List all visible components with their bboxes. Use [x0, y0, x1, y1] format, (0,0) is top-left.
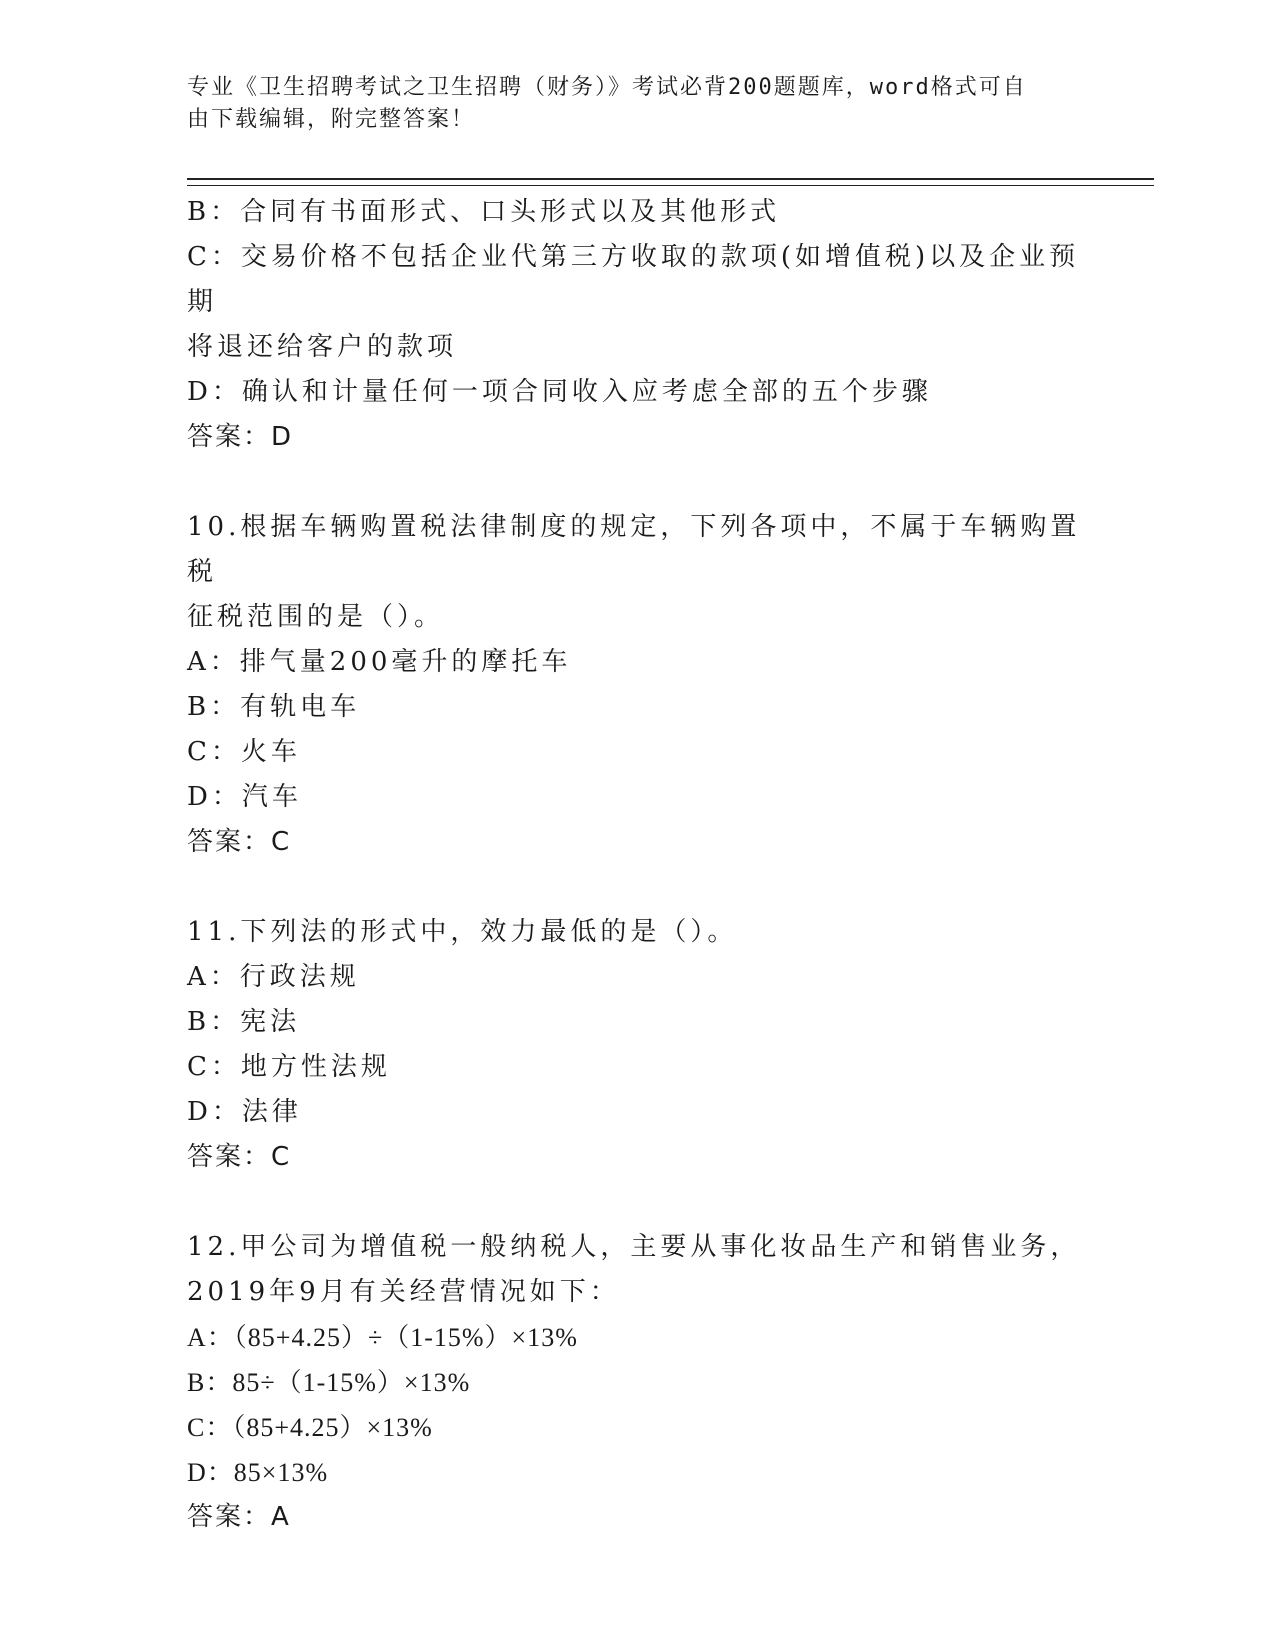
option-c: C：（85+4.25）×13% — [187, 1413, 433, 1442]
option-a: A：行政法规 — [187, 962, 360, 992]
question-10 — [187, 505, 1087, 865]
option-d: D：法律 — [187, 1097, 302, 1127]
option-b: B：合同有书面形式、口头形式以及其他形式 — [187, 197, 781, 227]
option-b: B：宪法 — [187, 1007, 301, 1037]
question-9-tail — [187, 190, 1087, 460]
question-12 — [187, 1225, 1087, 1540]
question-stem: 12.甲公司为增值税一般纳税人，主要从事化妆品生产和销售业务， — [187, 1232, 1081, 1262]
answer: 答案：C — [187, 1142, 292, 1172]
option-a: A：（85+4.25）÷（1-15%）×13% — [187, 1323, 578, 1352]
option-d: D：汽车 — [187, 782, 302, 812]
question-stem: 11.下列法的形式中，效力最低的是（）。 — [187, 917, 738, 947]
option-b: B：有轨电车 — [187, 692, 361, 722]
option-b: B：85÷（1-15%）×13% — [187, 1368, 471, 1397]
answer: 答案：C — [187, 827, 292, 857]
question-stem-continued: 2019年9月有关经营情况如下： — [187, 1277, 620, 1307]
question-list — [187, 190, 1087, 1540]
header-divider — [187, 178, 1154, 186]
header-line-2: 由下载编辑，附完整答案！ — [187, 107, 476, 132]
option-a: A：排气量200毫升的摩托车 — [187, 647, 572, 677]
header-line-1: 专业《卫生招聘考试之卫生招聘（财务）》考试必背200题题库，word格式可自 — [187, 75, 1027, 100]
question-stem: 10.根据车辆购置税法律制度的规定，下列各项中，不属于车辆购置税 — [187, 512, 1081, 587]
answer: 答案：A — [187, 1502, 291, 1532]
document-header — [187, 72, 1087, 136]
option-c: C：地方性法规 — [187, 1052, 391, 1082]
option-c-continued: 将退还给客户的款项 — [187, 332, 458, 362]
question-11 — [187, 910, 1087, 1180]
question-stem-continued: 征税范围的是（）。 — [187, 602, 445, 632]
option-d: D：85×13% — [187, 1458, 329, 1487]
option-d: D：确认和计量任何一项合同收入应考虑全部的五个步骤 — [187, 377, 932, 407]
option-c: C：火车 — [187, 737, 301, 767]
option-c: C：交易价格不包括企业代第三方收取的款项(如增值税)以及企业预期 — [187, 242, 1080, 317]
answer: 答案：D — [187, 422, 294, 452]
